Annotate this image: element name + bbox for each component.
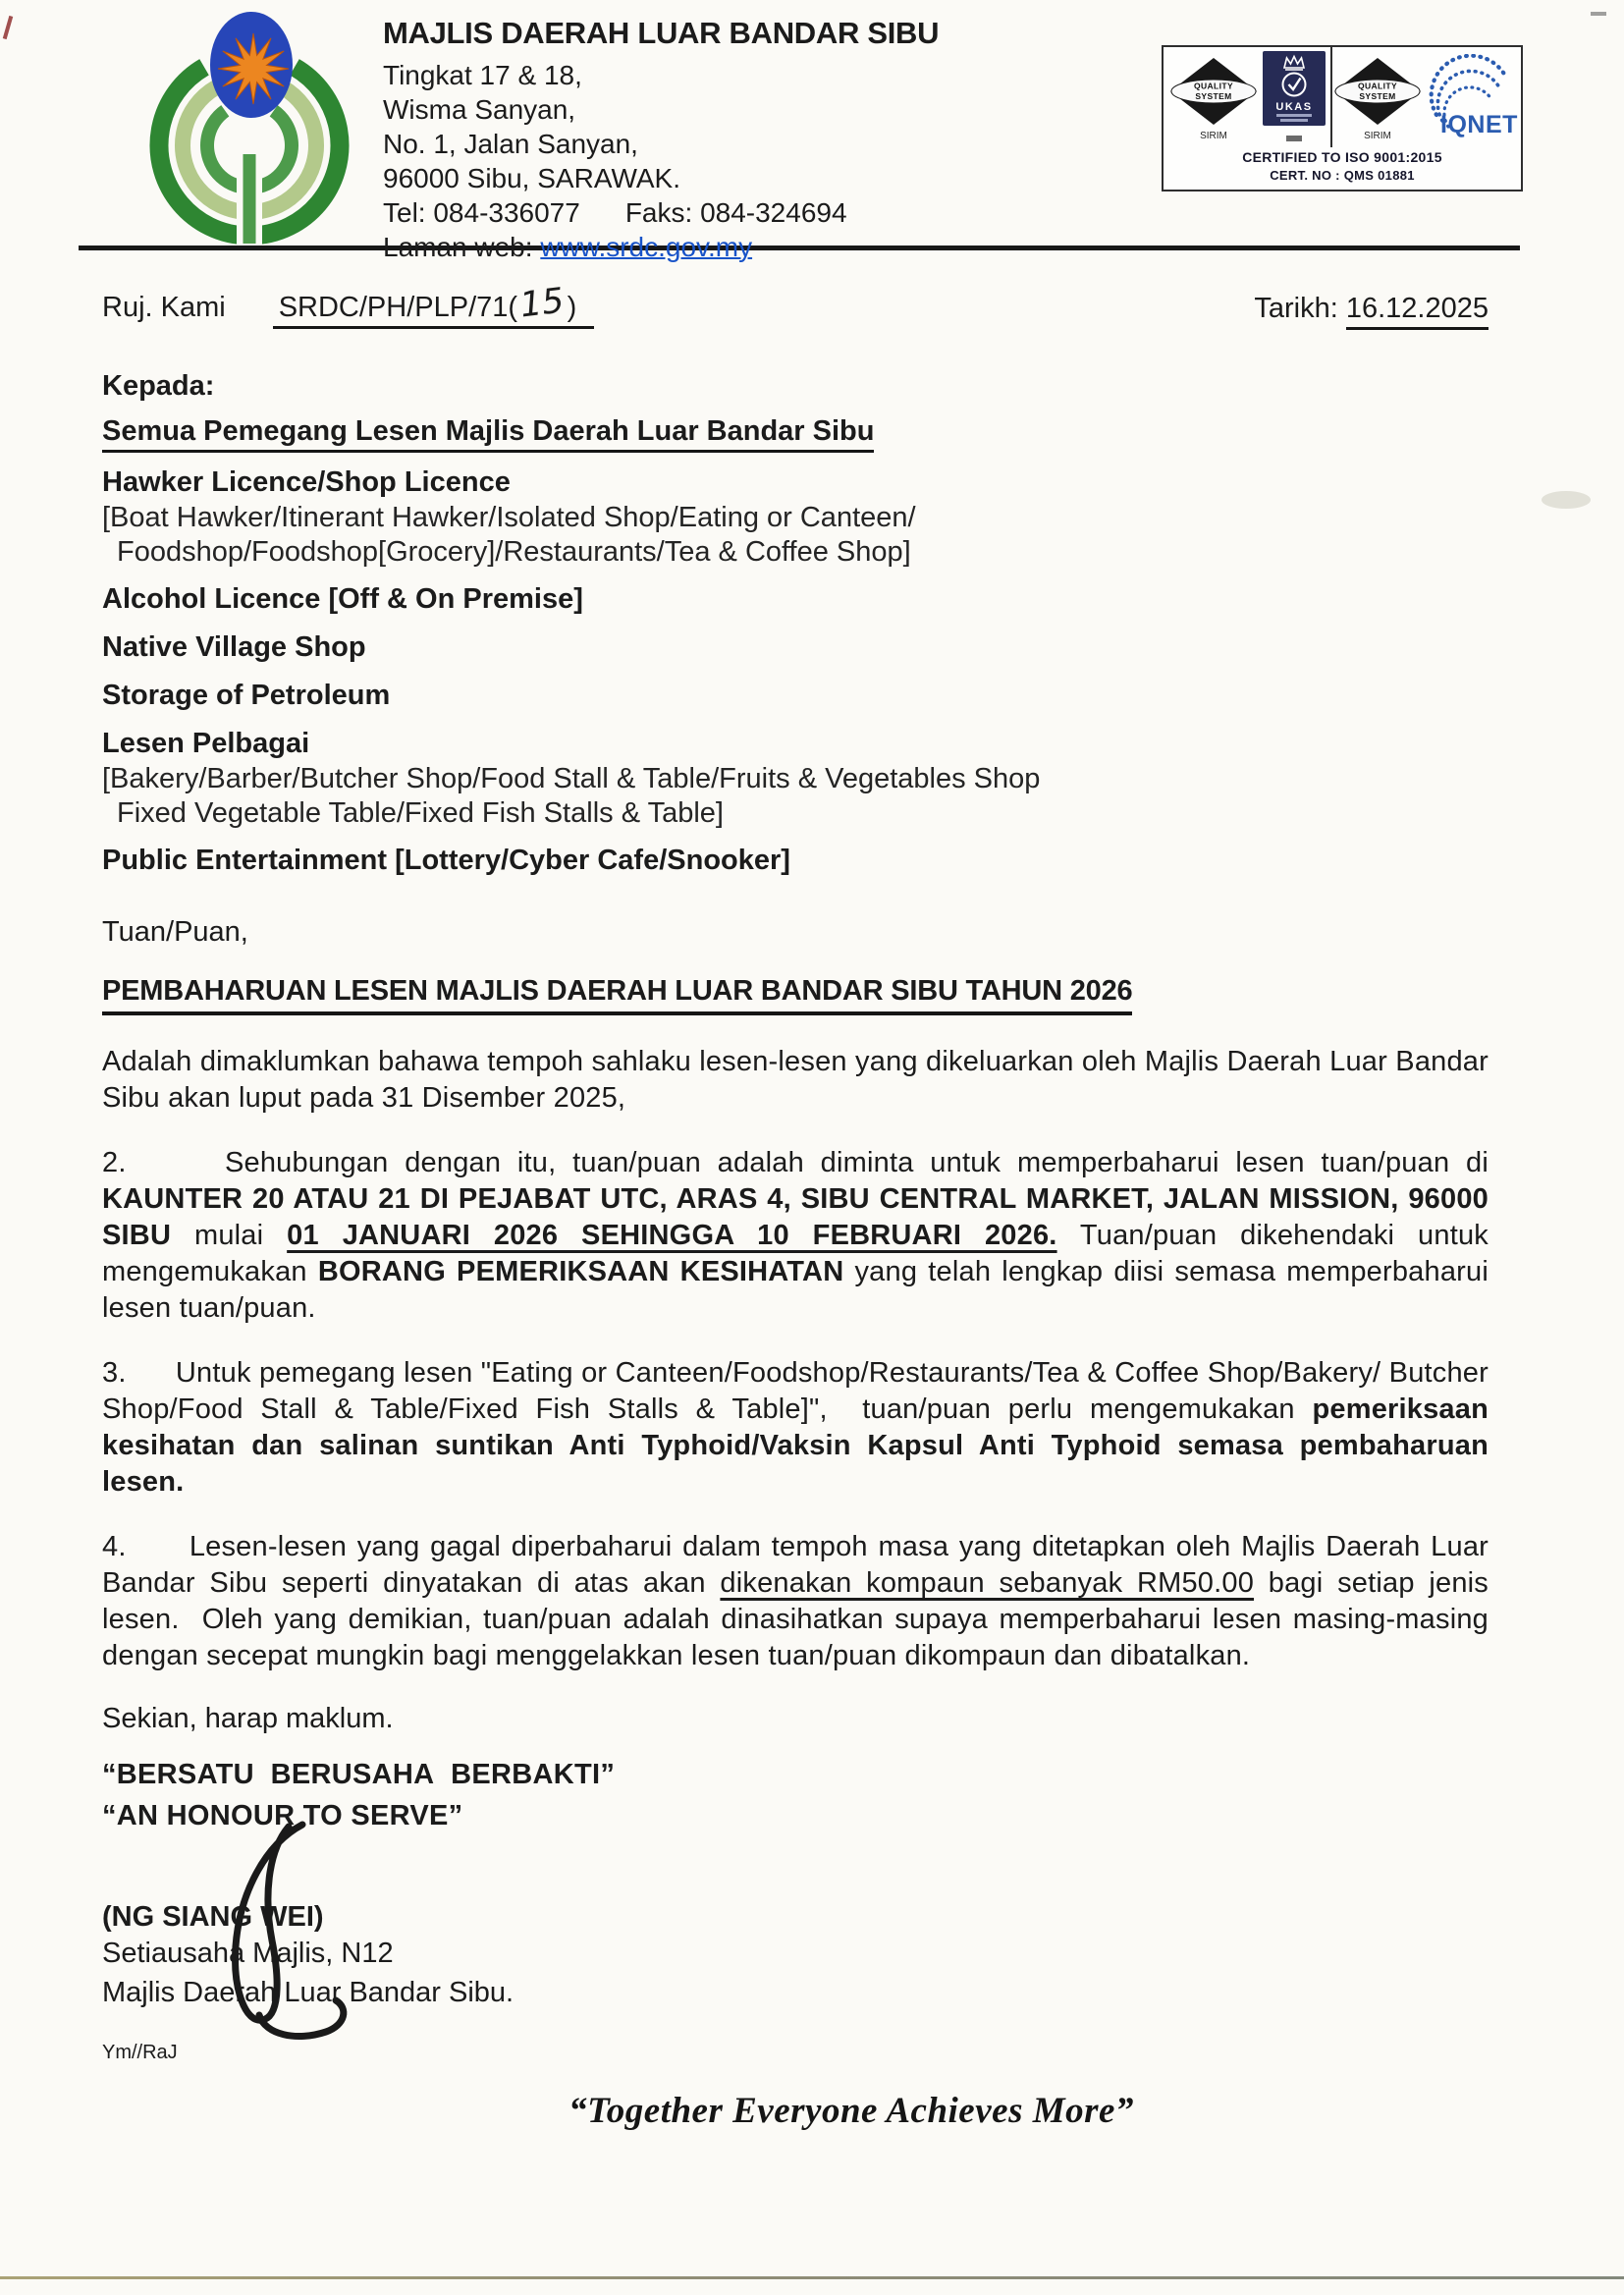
footer-motto: “Together Everyone Achieves More” (568, 2091, 1134, 2131)
address-line: Tingkat 17 & 18, (383, 60, 582, 90)
closing-line: Sekian, harap maklum. (102, 1703, 394, 1734)
scan-smudge (1542, 491, 1591, 509)
scan-edge-line (0, 2276, 1624, 2279)
phone-line (383, 195, 939, 230)
licence-heading: Native Village Shop (102, 631, 366, 663)
licence-heading: Lesen Pelbagai (102, 728, 310, 759)
web-label: Laman web: (383, 232, 541, 262)
tel-number: Tel: 084-336077 (383, 197, 580, 228)
paragraph-3: 3. Untuk pemegang lesen "Eating or Canteen/Foodshop/Restaurants/Tea & Coffee Shop/Bakery/ Butcher Shop/Food Stall & Table/Fixed Fish Stalls & Table]", tuan/puan perlu mengemukakan pemeriksaan kesihatan dan salinan suntikan Anti Typhoid/Vaksin Kapsul Anti Typhoid semasa pembaharuan lesen. (102, 1357, 1489, 1498)
svg-text:SIRIM: SIRIM (1200, 131, 1227, 141)
svg-text:SIRIM: SIRIM (1364, 131, 1391, 141)
website-link[interactable]: www.srdc.gov.my (540, 232, 753, 262)
address-line: Wisma Sanyan, (383, 94, 576, 125)
certification-panels (1164, 47, 1521, 147)
typist-initials: Ym//RaJ (102, 2042, 178, 2063)
letterhead (0, 0, 1624, 262)
addressee: Semua Pemegang Lesen Majlis Daerah Luar Bandar Sibu (102, 415, 1489, 453)
sirim-ukas-panel (1164, 47, 1330, 147)
ukas-icon (1263, 51, 1326, 147)
paragraph-2: 2. Sehubungan dengan itu, tuan/puan adalah diminta untuk memperbaharui lesen tuan/puan di KAUNTER 20 ATAU 21 DI PEJABAT UTC, ARAS 4, SIBU CENTRAL MARKET, JALAN MISSION, 96000 SIBU mulai 01 JANUARI 2026 SEHINGGA 10 FEBRUARI 2026. Tuan/puan dikehendaki untuk mengemukakan BORANG PEMERIKSAAN KESIHATAN yang telah lengkap diisi semasa memperbaharui lesen tuan/puan. (102, 1147, 1489, 1324)
licence-heading: Public Entertainment [Lottery/Cyber Cafe/Snooker] (102, 845, 790, 876)
paragraph-4: 4. Lesen-lesen yang gagal diperbaharui dalam tempoh masa yang ditetapkan oleh Majlis Daerah Luar Bandar Sibu seperti dinyatakan di atas akan dikenakan kompaun sebanyak RM50.00 bagi setiap jenis lesen. Oleh yang demikian, tuan/puan adalah dinasihatkan supaya memperbaharui lesen masing-masing dengan secepat mungkin bagi menggelakkan lesen tuan/puan dikompaun dan dibatalkan. (102, 1531, 1489, 1671)
salutation: Tuan/Puan, (102, 916, 248, 948)
sirim-quality-diamond-icon (1332, 56, 1423, 142)
reference-label: Ruj. Kami (102, 292, 226, 323)
date-block (1254, 293, 1489, 325)
reference-row (102, 281, 1489, 326)
handwritten-ref-number: 15 (517, 281, 567, 326)
signatory-org: Majlis Daerah Luar Bandar Sibu. (102, 1977, 514, 2008)
date-label: Tarikh: (1254, 293, 1338, 324)
council-motto-english: “AN HONOUR TO SERVE” (102, 1800, 463, 1831)
licence-heading: Storage of Petroleum (102, 680, 391, 711)
licence-detail-line: Foodshop/Foodshop[Grocery]/Restaurants/Tea & Coffee Shop] (117, 536, 911, 568)
reference-left (102, 281, 594, 326)
fax-number: Faks: 084-324694 (624, 197, 847, 228)
letter-body (0, 281, 1624, 2064)
svg-text:SYSTEM: SYSTEM (1359, 91, 1396, 101)
org-name: MAJLIS DAERAH LUAR BANDAR SIBU (383, 16, 940, 50)
svg-text:QUALITY: QUALITY (1193, 81, 1234, 91)
council-motto-malay: “BERSATU BERUSAHA BERBAKTI” (102, 1759, 616, 1790)
paragraph-1: Adalah dimaklumkan bahawa tempoh sahlaku lesen-lesen yang dikeluarkan oleh Majlis Daerah Luar Bandar Sibu akan luput pada 31 Disember 2025, (102, 1046, 1489, 1114)
signature-scribble (208, 1813, 414, 2049)
iqnet-icon (1427, 54, 1521, 144)
reference-number: SRDC/PH/PLP/71(15) (273, 292, 595, 329)
letter-date: 16.12.2025 (1346, 293, 1489, 330)
svg-text:UKAS: UKAS (1275, 101, 1313, 113)
licence-detail-line: [Boat Hawker/Itinerant Hawker/Isolated Shop/Eating or Canteen/ (102, 502, 916, 533)
signatory-title: Setiausaha Majlis, N12 (102, 1938, 394, 1969)
cert-number: CERT. NO : QMS 01881 (1270, 168, 1415, 183)
svg-text:QUALITY: QUALITY (1357, 81, 1398, 91)
address-line: No. 1, Jalan Sanyan, (383, 129, 638, 159)
svg-text:SYSTEM: SYSTEM (1195, 91, 1232, 101)
signatory-name: (NG SIANG WEI) (102, 1901, 324, 1933)
cert-standard: CERTIFIED TO ISO 9001:2015 (1242, 149, 1442, 165)
council-logo-icon (126, 10, 373, 246)
licence-heading: Alcohol Licence [Off & On Premise] (102, 583, 583, 615)
certification-text (1164, 147, 1521, 190)
subject-line: PEMBAHARUAN LESEN MAJLIS DAERAH LUAR BANDAR SIBU TAHUN 2026 (102, 975, 1489, 1015)
iso-certification-badge (1162, 45, 1523, 191)
licence-detail-line: [Bakery/Barber/Butcher Shop/Food Stall & Table/Fruits & Vegetables Shop (102, 763, 1041, 794)
address-line: 96000 Sibu, SARAWAK. (383, 163, 680, 193)
letterhead-text (383, 16, 939, 264)
website-line (383, 230, 939, 264)
licence-heading: Hawker Licence/Shop Licence (102, 466, 511, 498)
sirim-quality-diamond-icon (1168, 56, 1259, 142)
sirim-iqnet-panel (1330, 47, 1521, 147)
svg-text:IQNET: IQNET (1440, 111, 1518, 138)
licence-detail-line: Fixed Vegetable Table/Fixed Fish Stalls & Table] (117, 797, 724, 829)
kepada-label: Kepada: (102, 370, 215, 402)
